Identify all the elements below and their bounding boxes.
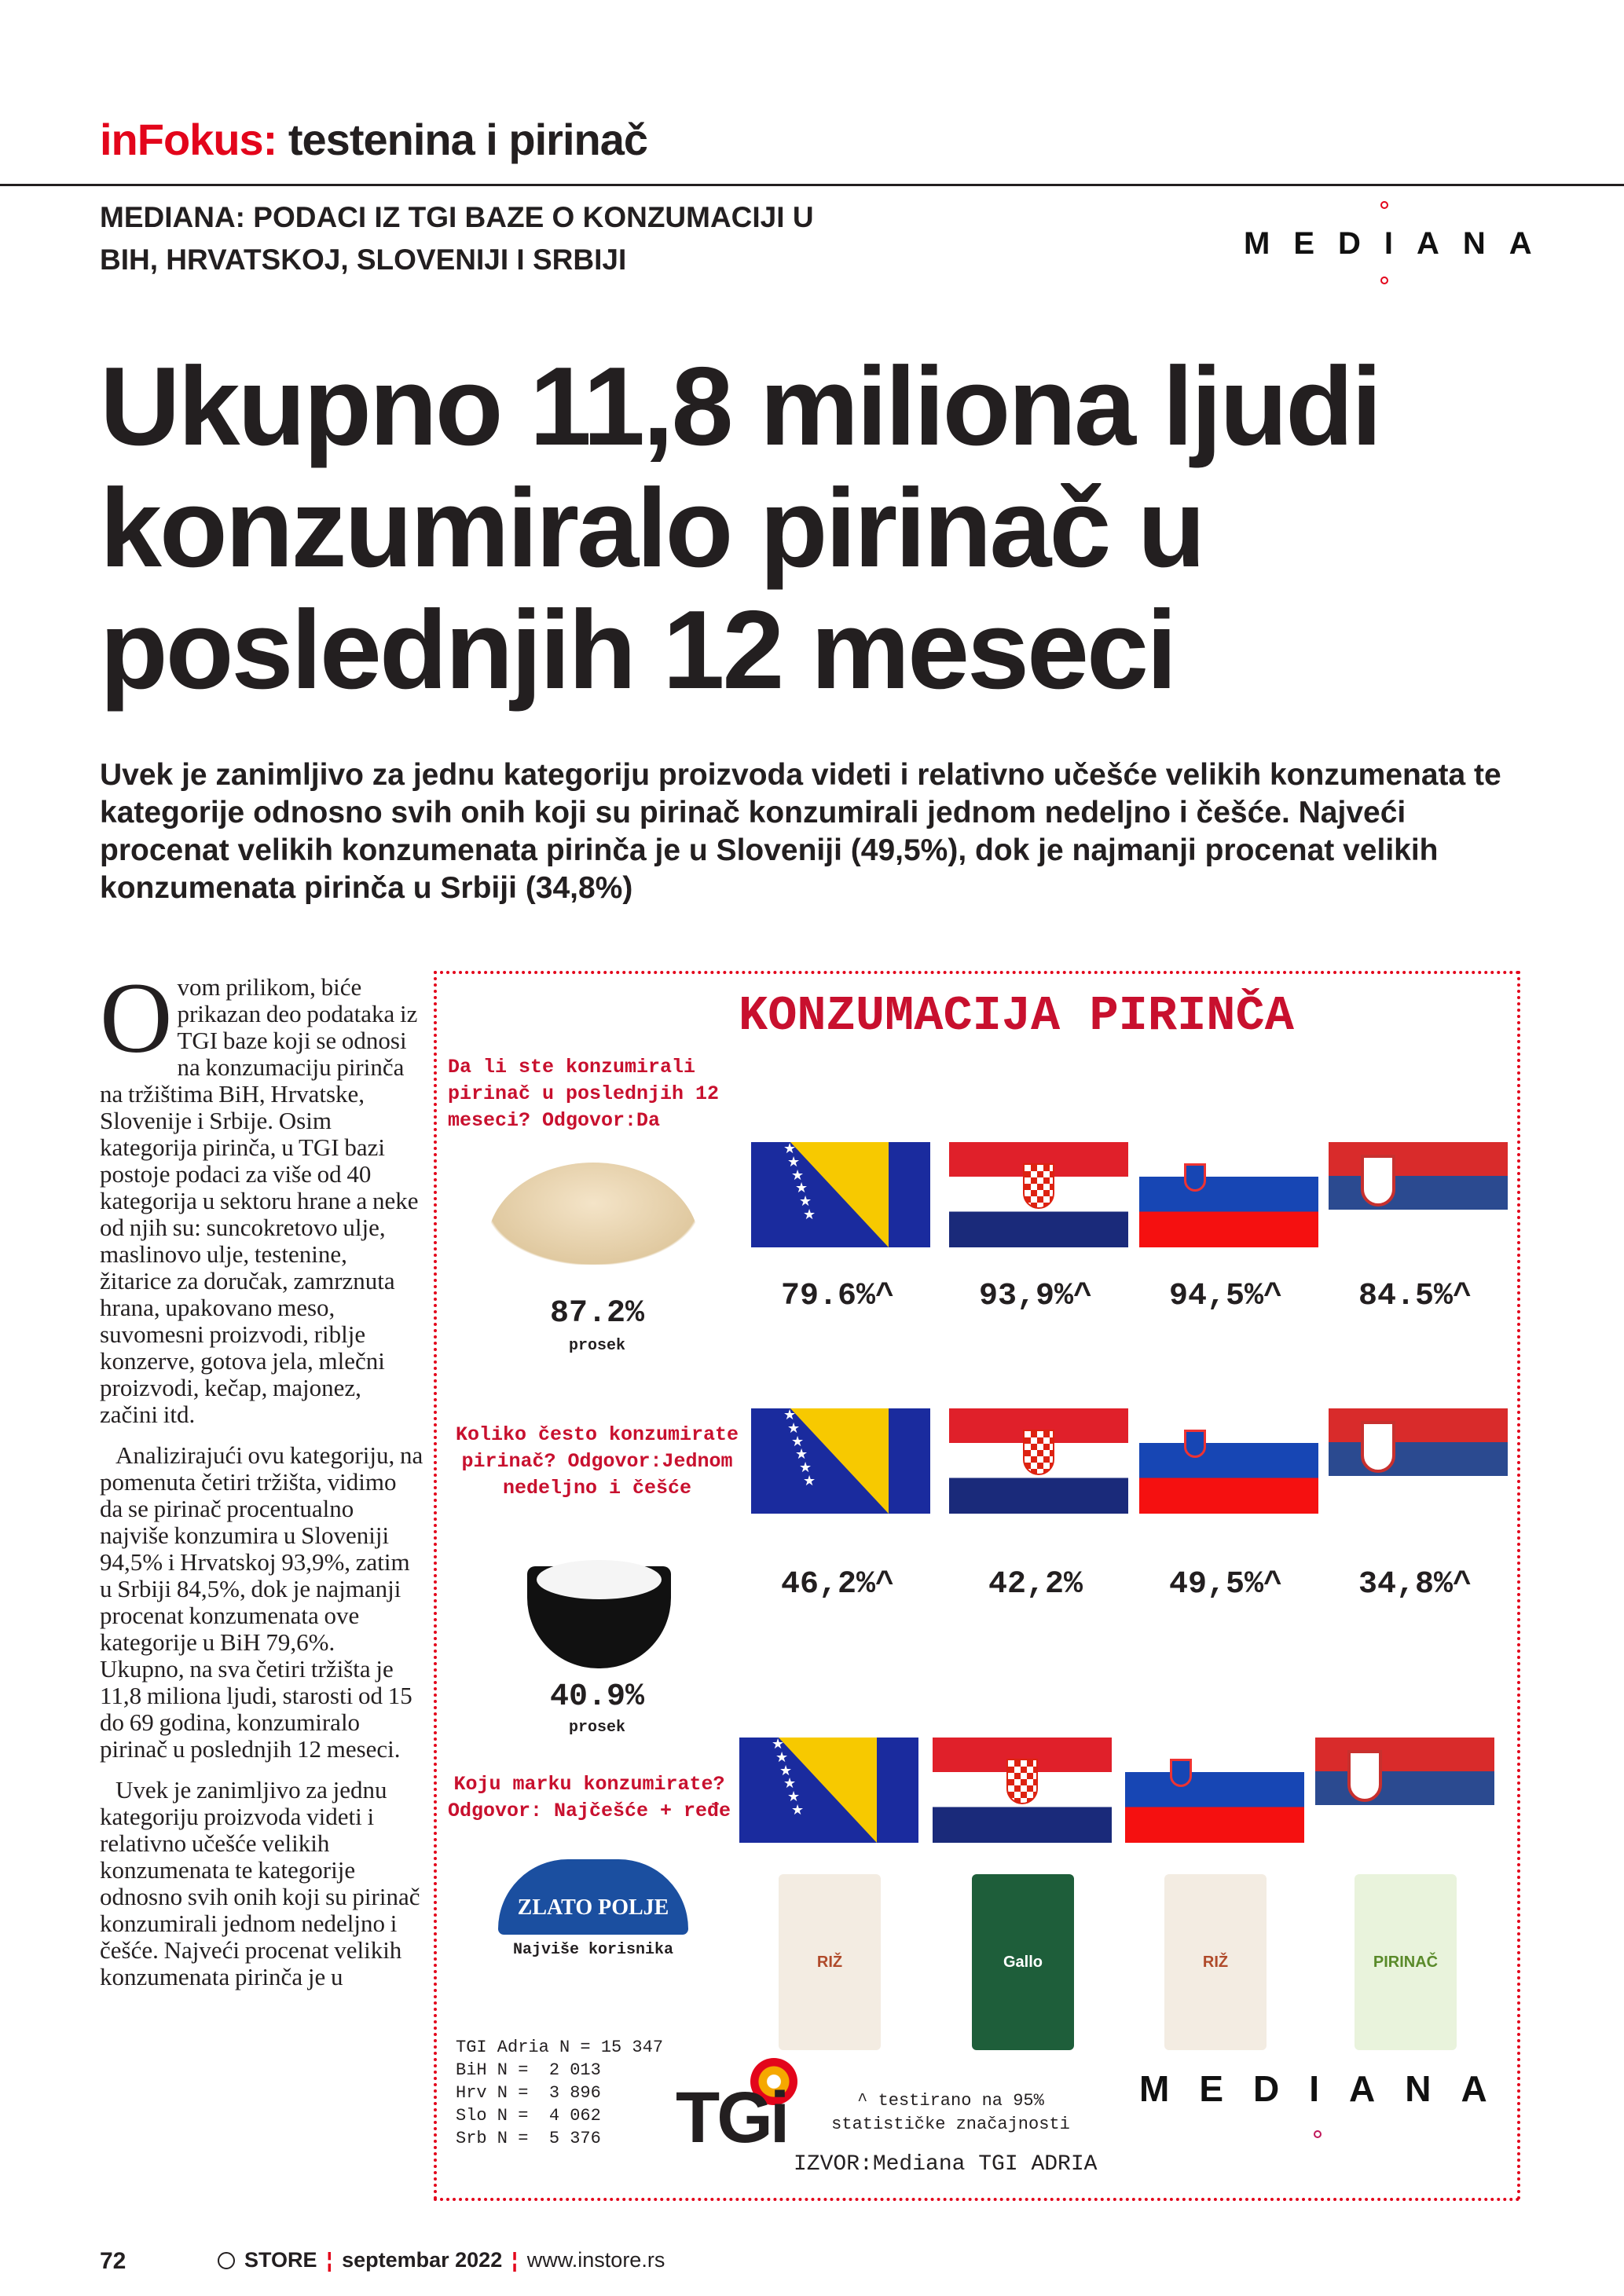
flag-slovenia (1139, 1408, 1318, 1514)
instore-icon (218, 2252, 235, 2269)
flag-croatia (949, 1142, 1128, 1247)
q2-average-label: prosek (568, 1719, 625, 1737)
flag-bosnia: ★ ★ ★ ★ ★ ★ (739, 1738, 918, 1843)
footer-publication: STORE ¦ septembar 2022 ¦ www.instore.rs (218, 2248, 665, 2272)
q2-average: 40.9% (549, 1679, 645, 1715)
article-body: Ovom prilikom, biće prikazan deo podataka iz TGI baze koji se odnosi na konzumaciju pirinča na tržištima BiH, Hrvatske, Slovenije i Srbije. Osim kategorija pirinča, u TGI bazi postoje podaci za više od 40 kategorija u sektoru hrane a neke od njih su: suncokretovo ulje, maslinovo ulje, testenine, žitarice za doručak, zamrznuta hrana, upakovano meso, suvomesni proizvodi, riblje konzerve, gotova jela, mlečni proizvodi, kečap, majonez, začini itd. Analizirajući ovu kategoriju, na pomenuta četiri tržišta, vidimo da se pirinač procentualno najviše konzumira u Sloveniji 94,5% i Hrvatskoj 93,9%, zatim u Srbiji 84,5%, dok je najmanji procenat konzumenata ove kategorije u BiH 79,6%. Ukupno, na sva četiri tržišta je 11,8 miliona ljudi, starosti od 15 do 69 godina, konzumiralo pirinač u poslednjih 12 meseci. Uvek je zanimljivo za jednu kategoriju proizvoda videti i relativno učešće velikih konzumenata te kategorije odnosno svih onih koji su pirinač konzumirali jednom nedeljno i češće. Najveći procenat velikih konzumenata pirinča je u (100, 962, 423, 1990)
section-kicker: inFokus: testenina i pirinač (100, 115, 648, 164)
question-3: Koju marku konzumirate? Odgovor: Najčešće + ređe (447, 1773, 731, 1822)
page-number: 72 (100, 2248, 126, 2274)
page-title: Ukupno 11,8 miliona ljudi konzumiralo pirinač u poslednjih 12 meseci (100, 344, 1380, 712)
infographic-title: KONZUMACIJA PIRINČA (739, 988, 1294, 1044)
flag-serbia (1315, 1738, 1494, 1805)
product-package: Gallo (972, 1874, 1074, 2050)
subheading: MEDIANA: PODACI IZ TGI BAZE O KONZUMACIJI U BIH, HRVATSKOJ, SLOVENIJI I SRBIJI (100, 201, 814, 276)
separator: ¦ (511, 2248, 518, 2272)
country-value: 84.5%^ (1358, 1279, 1472, 1314)
country-value: 79.6%^ (780, 1279, 895, 1314)
top-brand-label: Najviše korisnika (512, 1941, 674, 1959)
flag-slovenia (1139, 1142, 1318, 1247)
q1-average: 87.2% (549, 1296, 645, 1331)
country-value: 93,9%^ (978, 1279, 1093, 1314)
logo-dot (1380, 276, 1388, 284)
flag-bosnia: ★ ★ ★ ★ ★ ★ (751, 1408, 930, 1514)
drop-cap: O (100, 962, 173, 1074)
question-1: Da li ste konzumirali pirinač u poslednjih 12 meseci? Odgovor:Da (448, 1056, 720, 1132)
source-note: IZVOR:Mediana TGI ADRIA (794, 2152, 1098, 2177)
paragraph: Analizirajući ovu kategoriju, na pomenuta četiri tržišta, vidimo da se pirinač procentualno najviše konzumira u Sloveniji 94,5% i Hrvatskoj 93,9%, zatim u Srbiji 84,5%, dok je najmanji procenat konzumenata ove kategorije u BiH 79,6%. Ukupno, na sva četiri tržišta je 11,8 miliona ljudi, starosti od 15 do 69 godina, konzumiralo pirinač u poslednjih 12 meseci. (100, 1441, 423, 1763)
country-value: 42,2% (988, 1567, 1083, 1602)
flag-serbia (1329, 1142, 1508, 1210)
country-value: 49,5%^ (1168, 1567, 1283, 1602)
logo-dot (1380, 201, 1388, 209)
flag-serbia (1329, 1408, 1508, 1476)
separator: ¦ (326, 2248, 333, 2272)
product-package: RIŽ (1164, 1874, 1267, 2050)
paragraph: Uvek je zanimljivo za jednu kategoriju proizvoda videti i relativno učešće velikih konzumenata te kategorije odnosno svih onih koji su pirinač konzumirali jednom nedeljno i češće. Najveći procenat velikih konzumenata pirinča je u (100, 1776, 420, 1990)
logo-dot (1314, 2130, 1322, 2138)
flag-bosnia: ★ ★ ★ ★ ★ ★ (751, 1142, 930, 1247)
mediana-logo-bottom: MEDIANA (1139, 2068, 1517, 2109)
footer-url[interactable]: www.instore.rs (526, 2248, 665, 2272)
product-package: PIRINAČ (1355, 1874, 1457, 2050)
country-value: 46,2%^ (780, 1567, 895, 1602)
sample-sizes: TGI Adria N = 15 347 BiH N = 2 013 Hrv N = 3 896 Slo N = 4 062 Srb N = 5 376 (456, 2038, 664, 2148)
significance-note: ^ testirano na 95% statističke značajnosti (831, 2091, 1070, 2134)
tgi-logo: TGi (676, 2078, 787, 2158)
product-package: RIŽ (779, 1874, 881, 2050)
country-value: 94,5%^ (1168, 1279, 1283, 1314)
q1-average-label: prosek (568, 1337, 625, 1355)
flag-slovenia (1125, 1738, 1304, 1843)
header-rule (0, 184, 1624, 186)
mediana-logo: MEDIANA (1244, 226, 1556, 261)
flag-croatia (933, 1738, 1112, 1843)
country-value: 34,8%^ (1358, 1567, 1472, 1602)
lead-paragraph: Uvek je zanimljivo za jednu kategoriju proizvoda videti i relativno učešće velikih konzumenata te kategorije odnosno svih onih koji su pirinač konzumirali jednom nedeljno i češće. Najveći procenat velikih konzumenata pirinča je u Sloveniji (49,5%), dok je najmanji procenat velikih konzumenata pirinča u Srbiji (34,8%) (100, 758, 1501, 905)
zlato-polje-logo: ZLATO POLJE (498, 1859, 688, 1935)
question-2: Koliko često konzumirate pirinač? Odgovor:Jednom nedeljno i češće (455, 1423, 739, 1500)
flag-croatia (949, 1408, 1128, 1514)
